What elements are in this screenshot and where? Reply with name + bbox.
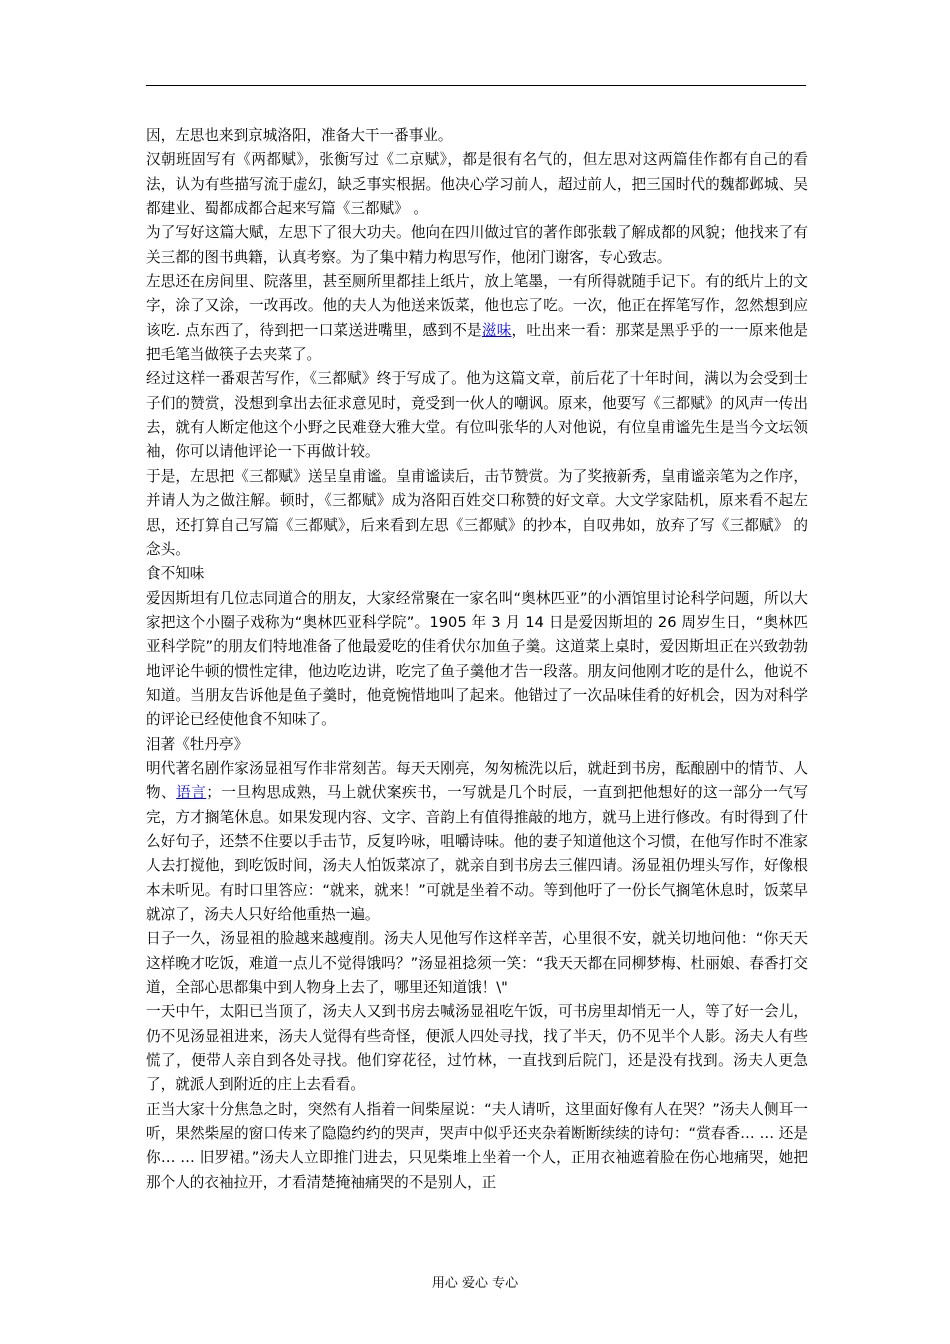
- document-body: [146, 124, 808, 1195]
- link-ziwei[interactable]: 滋味: [481, 321, 512, 339]
- paragraph: 为了写好这篇大赋，左思下了很大功夫。他向在四川做过官的著作郎张载了解成都的风貌；他找来了有关三都的图书典籍，认真考察。为了集中精力构思写作，他闭门谢客，专心致志。: [146, 224, 808, 266]
- paragraph: [146, 757, 808, 927]
- link-yuyan[interactable]: 语言: [176, 784, 207, 802]
- paragraph-text: 明代著名剧作家汤显祖写作非常刻苦。每天天刚亮，匆匆梳洗以后，就赶到书房，酝酿剧中的情节、人物、: [146, 759, 808, 802]
- paragraph: 于是，左思把《三都赋》送呈皇甫谧。皇甫谧读后，击节赞赏。为了奖掖新秀，皇甫谧亲笔为之作序，并请人为之做注解。顿时，《三都赋》成为洛阳百姓交口称赞的好文章。大文学家陆机，原来看不起左思，还打算自己写篇《三都赋》，后来看到左思《三都赋》的抄本，自叹弗如，放弃了写《三都赋》 的念头。: [146, 467, 808, 558]
- paragraph: 日子一久，汤显祖的脸越来越瘦削。汤夫人见他写作这样辛苦，心里很不安，就关切地问他：“你天天这样晚才吃饭，难道一点儿不觉得饿吗？”汤显祖捻须一笑：“我天天都在同柳梦梅、杜丽娘、春香打交道，全部心思都集中到人物身上去了，哪里还知道饿！\": [146, 930, 808, 997]
- paragraph: [146, 270, 808, 367]
- paragraph: 经过这样一番艰苦写作，《三都赋》终于写成了。他为这篇文章，前后花了十年时间，满以为会受到士子们的赞赏，没想到拿出去征求意见时，竟受到一伙人的嘲讽。原来，他要写《三都赋》的风声一传出去，就有人断定他这个小野之民难登大雅大堂。有位叫张华的人对他说，有位皇甫谧先生是当今文坛领袖，你可以请他评论一下再做计较。: [146, 370, 808, 461]
- paragraph-text: ；一旦构思成熟，马上就伏案疾书，一写就是几个时辰，一直到把他想好的这一部分一气写完，方才搁笔休息。如果发现内容、文字、音韵上有值得推敲的地方，就马上进行修改。有时得到了什么好句子，还禁不住要以手击节，反复吟咏，咀嚼诗味。他的妻子知道他这个习惯，在他写作时不准家人去打搅他，到吃饭时间，汤夫人怕饭菜凉了，就亲自到书房去三催四请。汤显祖仍埋头写作，好像根本未听见。有时口里答应：“就来，就来！”可就是坐着不动。等到他吁了一份长气搁笔休息时，饭菜早就凉了，汤夫人只好给他重热一遍。: [146, 784, 808, 923]
- paragraph-text: ，吐出来一看：那菜是黑乎乎的一一原来他是把毛笔当做筷子去夹菜了。: [146, 321, 808, 364]
- section-heading: 食不知味: [146, 565, 205, 583]
- header-rule: [146, 85, 806, 86]
- paragraph: 一天中午，太阳已当顶了，汤夫人又到书房去喊汤显祖吃午饭，可书房里却悄无一人，等了好一会儿，仍不见汤显祖进来，汤夫人觉得有些奇怪，便派人四处寻找，找了半天，仍不见半个人影。汤夫人有些慌了，便带人亲自到各处寻找。他们穿花径，过竹林，一直找到后院门，还是没有找到。汤夫人更急了，就派人到附近的庄上去看看。: [146, 1003, 808, 1094]
- paragraph: 因，左思也来到京城洛阳，准备大干一番事业。: [146, 127, 453, 144]
- page-footer: 用心 爱心 专心: [431, 1276, 519, 1291]
- paragraph: 爱因斯坦有几位志同道合的朋友，大家经常聚在一家名叫“奥林匹亚”的小酒馆里讨论科学问题，所以大家把这个小圈子戏称为“奥林匹亚科学院”。1905 年 3 月 14 日是爱因斯坦的 26 周岁生日，“奥林匹亚科学院”的朋友们特地准备了他最爱吃的佳肴伏尔加鱼子羹。这道菜上桌时，爱因斯坦正在兴致勃勃地评论牛顿的惯性定律，他边吃边讲，吃完了鱼子羹他才告一段落。朋友问他刚才吃的是什么，他说不知道。当朋友告诉他是鱼子羹时，他竟惋惜地叫了起来。他错过了一次品味佳肴的好机会，因为对科学的评论已经使他食不知味了。: [146, 589, 808, 729]
- paragraph-text: 左思还在房间里、院落里，甚至厕所里都挂上纸片，放上笔墨，一有所得就随手记下。有的纸片上的文字，涂了又涂，一改再改。他的夫人为他送来饭菜，他也忘了吃。一次，他正在挥笔写作，忽然想到应该吃. 点东西了，待到把一口菜送进嘴里，感到不是: [146, 273, 808, 339]
- paragraph: 汉朝班固写有《两都赋》，张衡写过《二京赋》，都是很有名气的，但左思对这两篇佳作都有自己的看法，认为有些描写流于虚幻，缺乏事实根据。他决心学习前人，超过前人，把三国时代的魏都邺城、吴都建业、蜀都成都合起来写篇《三都赋》 。: [146, 151, 808, 218]
- paragraph: 正当大家十分焦急之时，突然有人指着一间柴屋说：“夫人请听，这里面好像有人在哭？”汤夫人侧耳一听，果然柴屋的窗口传来了隐隐约约的哭声，哭声中似乎还夹杂着断断续续的诗句：“赏春香… … 还是你… … 旧罗裙。”汤夫人立即推门进去，只见柴堆上坐着一个人，正用衣袖遮着脸在伤心地痛哭，她把那个人的衣袖拉开，才看清楚掩袖痛哭的不是别人，正: [146, 1100, 808, 1191]
- section-heading: 泪著《牡丹亭》: [146, 735, 249, 753]
